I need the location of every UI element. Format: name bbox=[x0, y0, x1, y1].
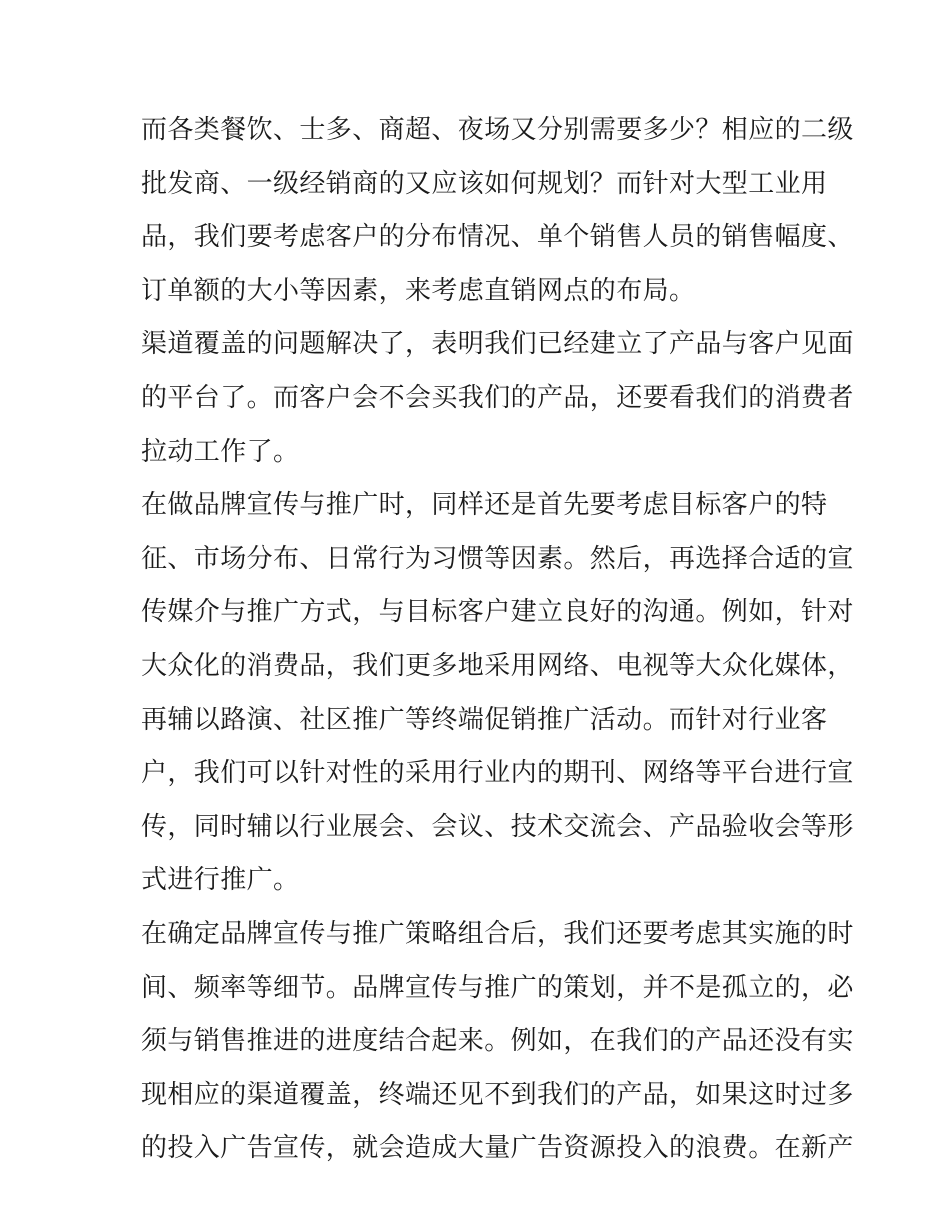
text-line: 传媒介与推广方式，与目标客户建立良好的沟通。例如，针对 bbox=[141, 597, 854, 628]
text-line: 须与销售推进的进度结合起来。例如，在我们的产品还没有实 bbox=[141, 1026, 854, 1057]
text-line: 再辅以路演、社区推广等终端促销推广活动。而针对行业客 bbox=[141, 704, 828, 735]
text-line: 间、频率等细节。品牌宣传与推广的策划，并不是孤立的，必 bbox=[141, 972, 854, 1003]
text-line: 的投入广告宣传，就会造成大量广告资源投入的浪费。在新产 bbox=[141, 1133, 854, 1164]
text-line: 在确定品牌宣传与推广策略组合后，我们还要考虑其实施的时 bbox=[141, 918, 854, 949]
text-line: 品，我们要考虑客户的分布情况、单个销售人员的销售幅度、 bbox=[141, 222, 854, 253]
text-line: 传，同时辅以行业展会、会议、技术交流会、产品验收会等形 bbox=[141, 811, 854, 842]
text-line: 大众化的消费品，我们更多地采用网络、电视等大众化媒体， bbox=[141, 650, 854, 681]
text-line: 批发商、一级经销商的又应该如何规划？而针对大型工业用 bbox=[141, 168, 828, 199]
document-body bbox=[141, 104, 854, 1176]
text-line: 拉动工作了。 bbox=[141, 436, 300, 467]
text-line: 在做品牌宣传与推广时，同样还是首先要考虑目标客户的特 bbox=[141, 490, 828, 521]
text-line: 订单额的大小等因素，来考虑直销网点的布局。 bbox=[141, 275, 696, 306]
text-line: 户，我们可以针对性的采用行业内的期刊、网络等平台进行宣 bbox=[141, 758, 854, 789]
text-line: 渠道覆盖的问题解决了，表明我们已经建立了产品与客户见面 bbox=[141, 329, 854, 360]
text-line: 而各类餐饮、士多、商超、夜场又分别需要多少？相应的二级 bbox=[141, 115, 854, 145]
text-line: 的平台了。而客户会不会买我们的产品，还要看我们的消费者 bbox=[141, 382, 854, 413]
text-line: 征、市场分布、日常行为习惯等因素。然后，再选择合适的宣 bbox=[141, 543, 854, 574]
text-line: 式进行推广。 bbox=[141, 865, 300, 896]
text-line: 现相应的渠道覆盖，终端还见不到我们的产品，如果这时过多 bbox=[141, 1079, 854, 1110]
